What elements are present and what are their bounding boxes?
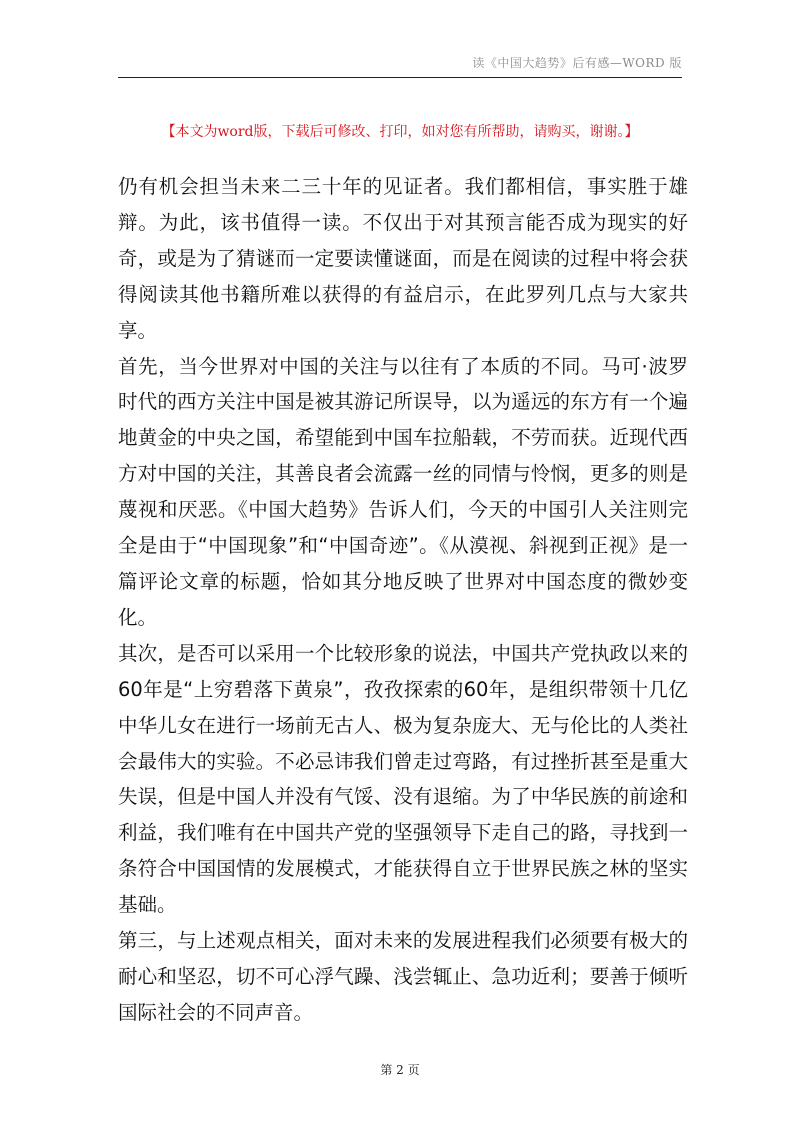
document-body [118,169,688,1031]
paragraph-4: 第三，与上述观点相关，面对未来的发展进程我们必须要有极大的耐心和坚忍，切不可心浮气躁、浅尝辄止、急功近利；要善于倾听国际社会的不同声音。 [118,929,688,1024]
document-header-title: 读《中国大趋势》后有感—WORD 版 [472,56,682,70]
paragraph-3: 其次，是否可以采用一个比较形象的说法，中国共产党执政以来的60年是“上穷碧落下黄泉”，孜孜探索的60年，是组织带领十几亿中华儿女在进行一场前无古人、极为复杂庞大、无与伦比的人类社会最伟大的实验。不必忌讳我们曾走过弯路，有过挫折甚至是重大失误，但是中国人并没有气馁、没有退缩。为了中华民族的前途和利益，我们唯有在中国共产党的坚强领导下走自己的路，寻找到一条符合中国国情的发展模式，才能获得自立于世界民族之林的坚实基础。 [118,641,688,917]
paragraph-1: 仍有机会担当未来二三十年的见证者。我们都相信，事实胜于雄辩。为此，该书值得一读。不仅出于对其预言能否成为现实的好奇，或是为了猜谜而一定要读懂谜面，而是在阅读的过程中将会获得阅读其他书籍所难以获得的有益启示，在此罗列几点与大家共享。 [118,175,688,342]
header-divider [118,77,682,78]
page-number: 第 2 页 [380,1063,420,1077]
paragraph-2: 首先，当今世界对中国的关注与以往有了本质的不同。马可·波罗时代的西方关注中国是被其游记所误导，以为遥远的东方有一个遍地黄金的中央之国，希望能到中国车拉船载，不劳而获。近现代西方对中国的关注，其善良者会流露一丝的同情与怜悯，更多的则是蔑视和厌恶。《中国大趋势》告诉人们，今天的中国引人关注则完全是由于“中国现象”和“中国奇迹”。《从漠视、斜视到正视》是一篇评论文章的标题，恰如其分地反映了世界对中国态度的微妙变化。 [118,354,688,629]
download-notice: 【本文为word版，下载后可修改、打印，如对您有所帮助，请购买，谢谢。】 [161,124,639,140]
